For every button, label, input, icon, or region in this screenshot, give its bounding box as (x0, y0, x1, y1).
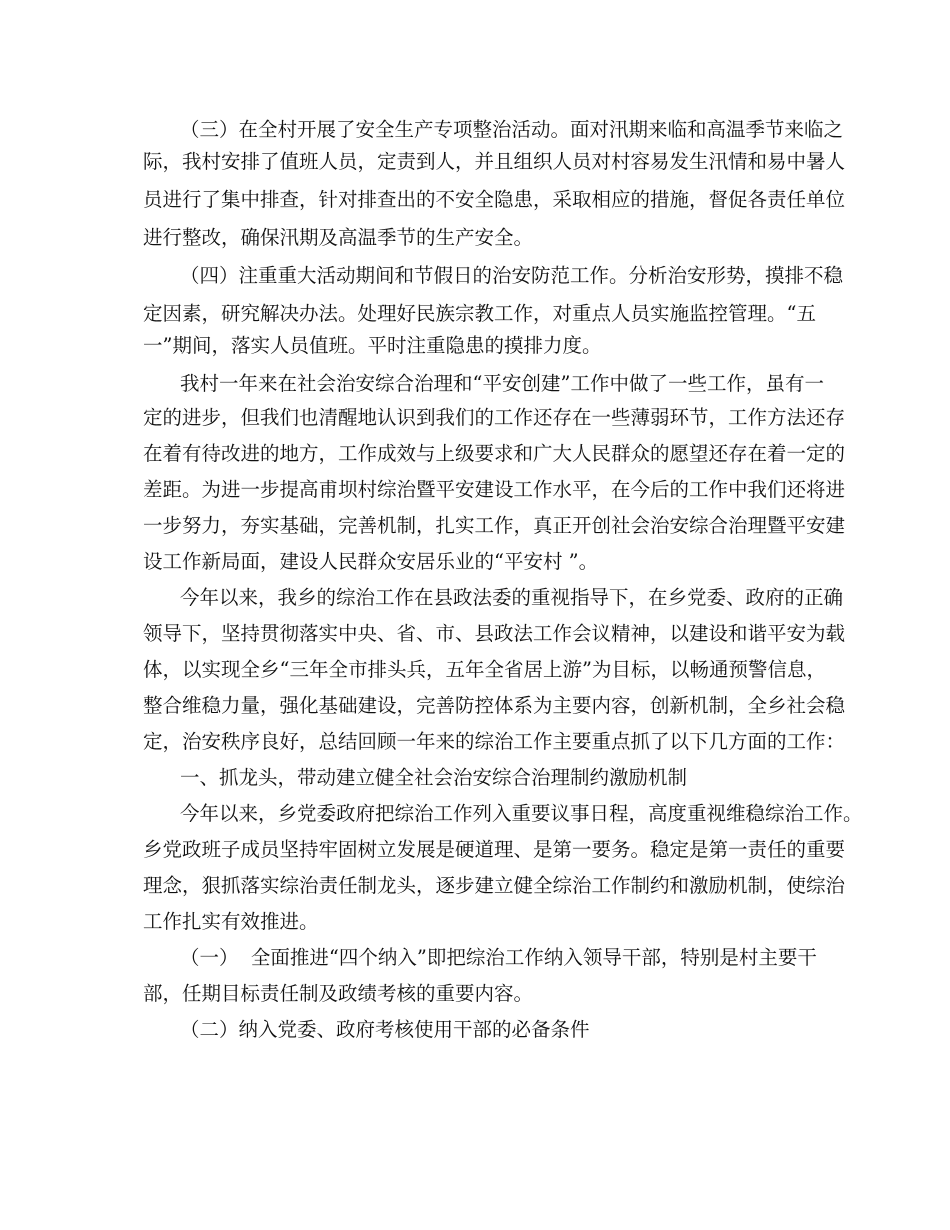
paragraph-line: 整合维稳力量，强化基础建设，完善防控体系为主要内容，创新机制，全乡社会稳 (143, 694, 846, 717)
paragraph-line: （四）注重重大活动期间和节假日的治安防范工作。分析治安形势，摸排不稳 (180, 264, 844, 287)
paragraph-line: 定因素，研究解决办法。处理好民族宗教工作，对重点人员实施监控管理。“五 (143, 302, 816, 325)
paragraph-line: 一”期间，落实人员值班。平时注重隐患的摸排力度。 (143, 334, 602, 357)
paragraph-line: 体，以实现全乡“三年全市排头兵，五年全省居上游”为目标，以畅通预警信息， (143, 658, 826, 681)
paragraph-line: 进行整改，确保汛期及高温季节的生产安全。 (143, 226, 534, 249)
paragraph-line: 工作扎实有效推进。 (143, 910, 319, 933)
paragraph-line: 设工作新局面，建设人民群众安居乐业的“平安村 ”。 (143, 550, 599, 573)
paragraph-line: 定的进步，但我们也清醒地认识到我们的工作还存在一些薄弱环节，工作方法还存 (143, 406, 846, 429)
paragraph-line: 领导下，坚持贯彻落实中央、省、市、县政法工作会议精神，以建设和谐平安为载 (143, 622, 846, 645)
paragraph-line: 一步努力，夯实基础，完善机制，扎实工作，真正开创社会治安综合治理暨平安建 (143, 514, 846, 537)
paragraph-line: （二）纳入党委、政府考核使用干部的必备条件 (180, 1018, 590, 1041)
paragraph-line: 际，我村安排了值班人员，定责到人，并且组织人员对村容易发生汛情和易中暑人 (143, 150, 846, 173)
paragraph-line: 部，任期目标责任制及政绩考核的重要内容。 (143, 982, 534, 1005)
paragraph-line: 理念，狠抓落实综治责任制龙头，逐步建立健全综治工作制约和激励机制，使综治 (143, 874, 846, 897)
paragraph-line: （一） 全面推进“四个纳入”即把综治工作纳入领导干部，特别是村主要干 (180, 946, 817, 969)
paragraph-line: 今年以来，乡党委政府把综治工作列入重要议事日程，高度重视维稳综治工作。 (180, 802, 863, 825)
paragraph-line: 在着有待改进的地方，工作成效与上级要求和广大人民群众的愿望还存在着一定的 (143, 442, 846, 465)
paragraph-line: 员进行了集中排查，针对排查出的不安全隐患，采取相应的措施，督促各责任单位 (143, 188, 846, 211)
paragraph-line: 我村一年来在社会治安综合治理和“平安创建”工作中做了一些工作，虽有一 (180, 372, 824, 395)
paragraph-line: 差距。为进一步提高甫坝村综治暨平安建设工作水平，在今后的工作中我们还将进 (143, 478, 846, 501)
paragraph-line: 乡党政班子成员坚持牢固树立发展是硬道理、是第一要务。稳定是第一责任的重要 (143, 838, 846, 861)
paragraph-line: 今年以来，我乡的综治工作在县政法委的重视指导下，在乡党委、政府的正确 (180, 586, 844, 609)
paragraph-line: 定，治安秩序良好，总结回顾一年来的综治工作主要重点抓了以下几方面的工作： (143, 730, 846, 753)
section-heading: 一、抓龙头，带动建立健全社会治安综合治理制约激励机制 (180, 766, 688, 789)
paragraph-line: （三）在全村开展了安全生产专项整治活动。面对汛期来临和高温季节来临之 (180, 118, 844, 141)
